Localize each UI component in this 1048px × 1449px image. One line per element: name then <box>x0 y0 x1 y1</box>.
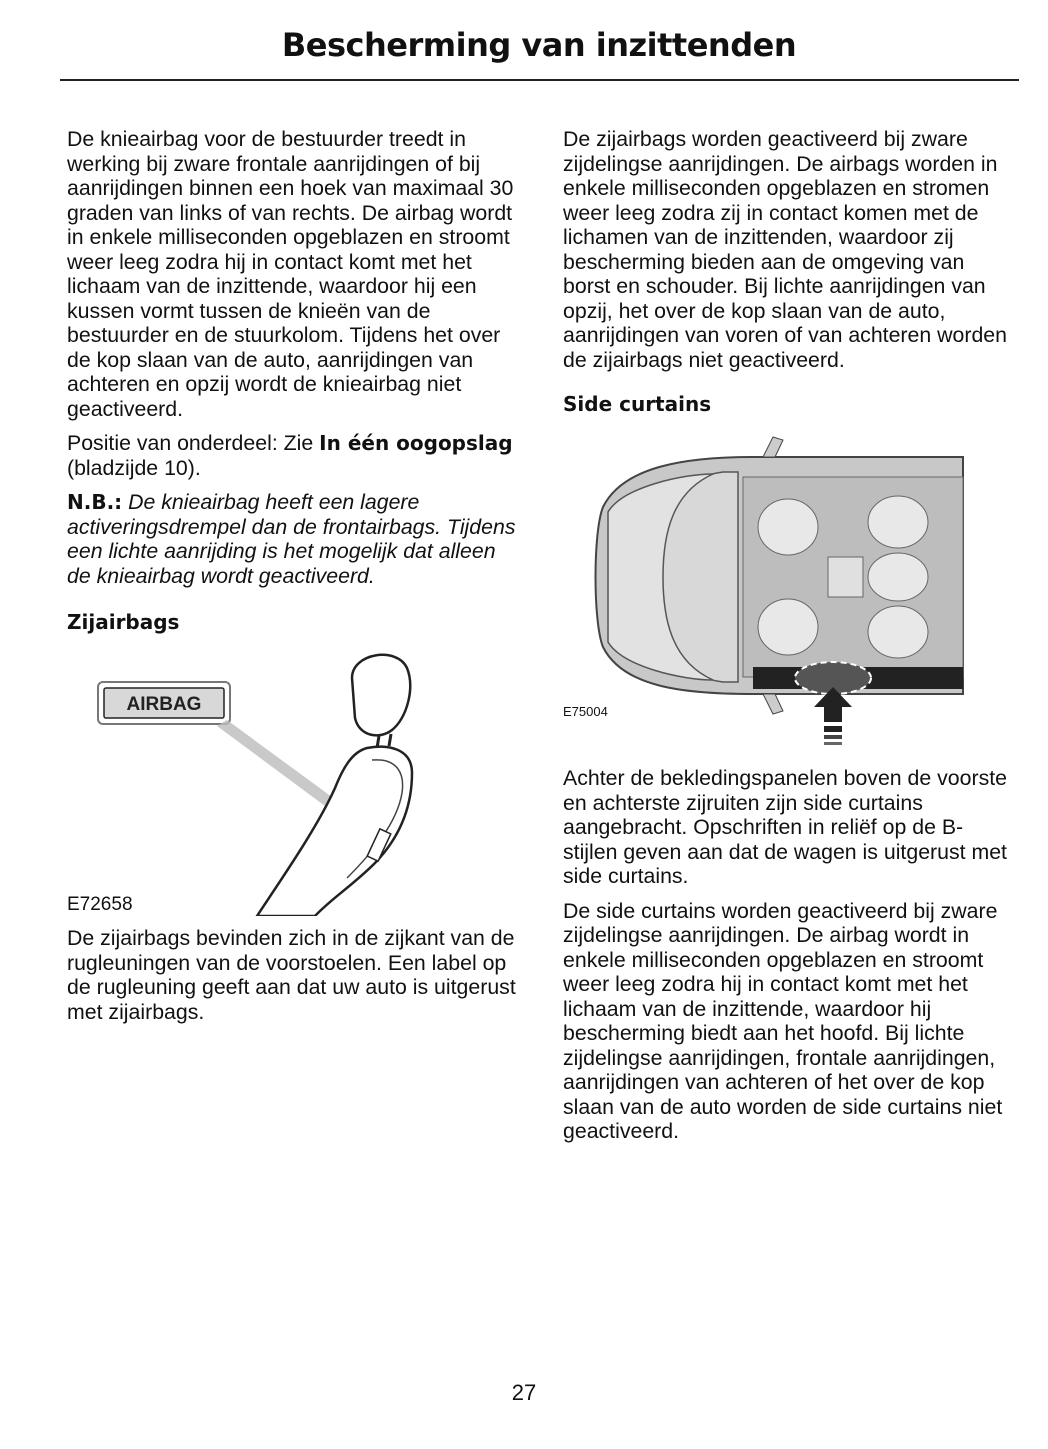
figure-caption-e75004: E75004 <box>563 704 608 719</box>
left-column <box>67 127 519 1034</box>
car-top-view-illustration <box>563 432 1015 752</box>
header-divider <box>60 79 1019 81</box>
side-airbag-location-paragraph: De zijairbags bevinden zich in de zijkant van de rugleuningen van de voorstoelen. Een label op de rugleuning geeft aan dat uw auto is uitgerust met zijairbags. <box>67 926 516 1024</box>
figure-caption-e72658: E72658 <box>67 894 133 915</box>
seat-airbag-figure <box>67 648 519 916</box>
section-heading-zijairbags: Zijairbags <box>67 610 180 634</box>
in-een-oogopslag-link[interactable]: In één oogopslag <box>319 431 513 455</box>
side-curtain-figure <box>563 432 1015 752</box>
right-column <box>563 127 1015 1154</box>
position-suffix: (bladzijde 10). <box>67 455 201 480</box>
knee-airbag-paragraph: De knieairbag voor de bestuurder treedt in werking bij zware frontale aanrijdingen of bij aanrijdingen binnen een hoek van maximaal 30 graden van links of van rechts. De airbag wordt in enkele milliseconden opgeblazen en stroomt weer leeg zodra hij in contact komt met het lichaam van de inzittende, waardoor hij een kussen vormt tussen de knieën van de bestuurder en de stuurkolom. Tijdens het over de kop slaan van de auto, aanrijdingen van achteren en opzij wordt de knieairbag niet geactiveerd. <box>67 127 514 421</box>
page-number: 27 <box>511 1380 537 1405</box>
component-position <box>67 431 519 480</box>
page-header <box>60 26 1018 64</box>
page-title: Bescherming van inzittenden <box>281 26 797 64</box>
note-label: N.B.: <box>67 490 123 514</box>
section-heading-side-curtains: Side curtains <box>563 392 712 416</box>
side-airbag-activation-paragraph: De zijairbags worden geactiveerd bij zware zijdelingse aanrijdingen. De airbags worden in enkele milliseconden opgeblazen en stromen weer leeg zodra zij in contact komen met de lichamen van de inzittenden, waardoor zij bescherming bieden aan de omgeving van borst en schouder. Bij lichte aanrijdingen van opzij, het over de kop slaan van de auto, aanrijdingen van voren of van achteren worden de zijairbags niet geactiveerd. <box>563 127 1007 372</box>
airbag-label-text: AIRBAG <box>126 694 202 715</box>
side-curtains-location-paragraph: Achter de bekledingspanelen boven de voorste en achterste zijruiten zijn side curtains aangebracht. Opschriften in reliëf op de B-stijlen geven aan dat de wagen is uitgerust met side curtains. <box>563 766 1008 888</box>
note <box>67 490 519 588</box>
headrest <box>352 655 410 736</box>
seat-illustration <box>67 648 519 916</box>
side-curtains-activation-paragraph: De side curtains worden geactiveerd bij zware zijdelingse aanrijdingen. De airbag wordt in enkele milliseconden opgeblazen en stroomt weer leeg zodra hij in contact komt met het lichaam van de inzittende, waardoor hij bescherming biedt aan het hoofd. Bij lichte zijdelingse aanrijdingen, frontale aanrijdingen, aanrijdingen van achteren of het over de kop slaan van de auto worden de side curtains niet geactiveerd. <box>563 898 1003 1143</box>
position-prefix: Positie van onderdeel: Zie <box>67 431 320 455</box>
note-text: De knieairbag heeft een lagere activeringsdrempel dan de frontairbags. Tijdens een lichte aanrijding is het mogelijk dat alleen de knieairbag wordt geactiveerd. <box>67 490 516 588</box>
